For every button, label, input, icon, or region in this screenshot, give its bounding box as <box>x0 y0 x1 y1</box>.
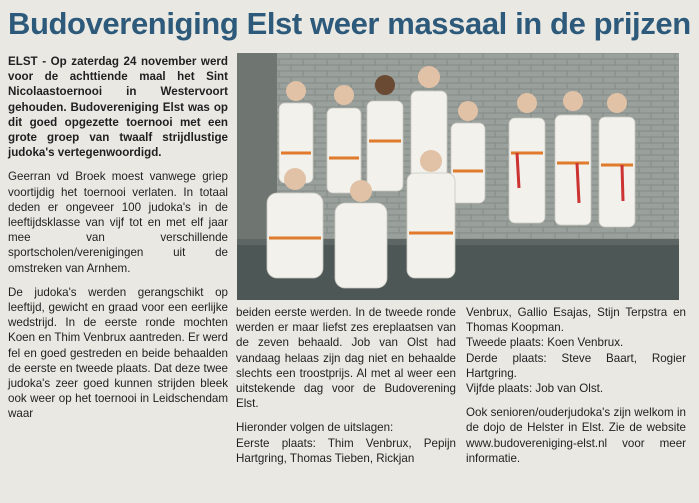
results-first-place: Eerste plaats: Thim Venbrux, Pepijn Hartgring, Thomas Tieben, Rickjan <box>236 436 456 465</box>
group-photo-judoka <box>237 53 679 300</box>
article-paragraph: Geerran vd Broek moest vanwege griep voortijdig het toernooi verlaten. In totaal deden er ongeveer 100 judoka's in de leeftijdsklasse van vijf tot en met elf jaar mee van verschillende sportscholen/verenigingen uit de omstreken van Arnhem. <box>8 170 228 275</box>
article-closing: Ook senioren/ouderjudoka's zijn welkom in de dojo de Helster in Elst. Zie de website www.budovereniging-elst.nl voor meer informatie. <box>466 406 686 465</box>
results-second-place: Tweede plaats: Koen Venbrux. <box>466 336 624 350</box>
article-column-2 <box>236 305 456 466</box>
results-fifth-place: Vijfde plaats: Job van Olst. <box>466 382 604 396</box>
article-lead: ELST - Op zaterdag 24 november werd voor de achttiende maal het Sint Nicolaastoernooi in Westervoort gehouden. Budovereniging Elst was op dit goed opgezette toernooi met een grote groep van twaalf strijdlustige judoka's vertegenwoordigd. <box>8 55 228 160</box>
article-headline: Budovereniging Elst weer massaal in de prijzen <box>8 6 691 41</box>
article-column-1 <box>8 54 228 422</box>
article-paragraph: beiden eerste werden. In de tweede ronde werden er maar liefst zes ereplaatsen van de zeven behaald. Job van Olst had vandaag helaas zijn dag niet en behaalde slechts een troostprijs. Al met al weer een uitstekende dag voor de Budoverening Elst. <box>236 306 456 411</box>
results-intro: Hieronder volgen de uitslagen: <box>236 421 394 435</box>
results-third-place: Derde plaats: Steve Baart, Rogier Hartgring. <box>466 351 686 380</box>
results-first-place-continued: Venbrux, Gallio Esajas, Stijn Terpstra en Thomas Koopman. <box>466 306 686 335</box>
article-paragraph: De judoka's werden gerangschikt op leeftijd, gewicht en graad voor een eerlijke wedstrijd. In de eerste ronde mochten Koen en Thim Venbrux aantreden. Er werd fel en goed gestreden en beide behaalden de eerste en tweede plaats. Dat deze twee judoka's zeer goed kunnen strijden bleek ook weer op het toernooi in Leidschendam waar <box>8 285 228 421</box>
article-column-3 <box>466 305 686 466</box>
